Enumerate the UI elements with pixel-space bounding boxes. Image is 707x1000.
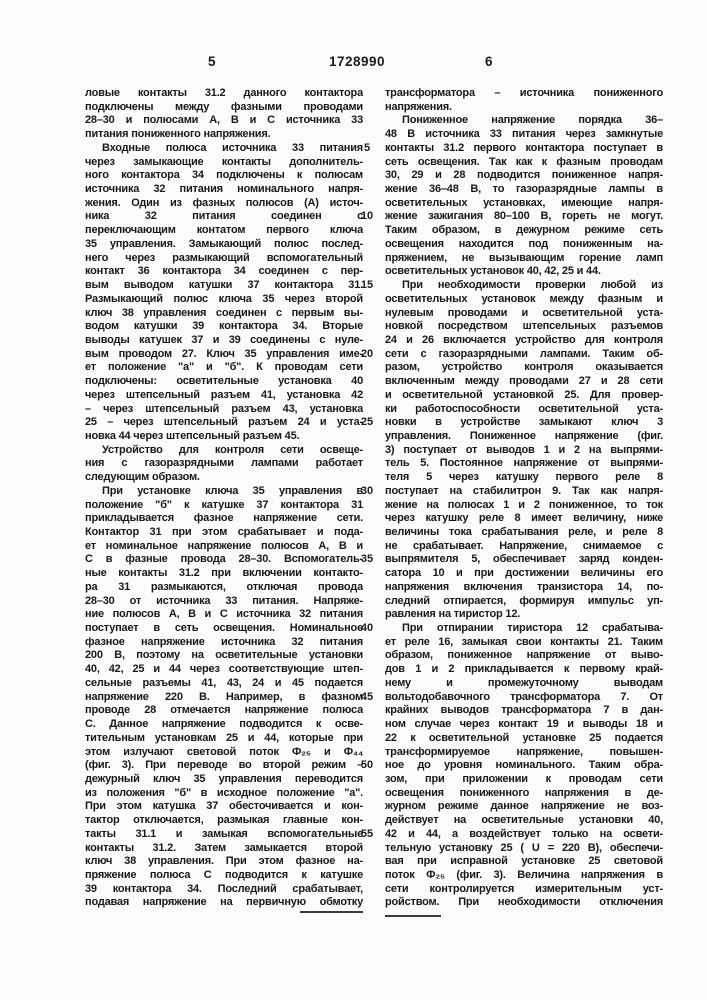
right-column-continuation-rule [385, 915, 441, 917]
text-line: осветительных установках, имеющие напря- [385, 196, 663, 209]
text-line: ет номинальное напряжение полюсов А, В и [85, 539, 363, 552]
text-line: вым выводом катушки 37 контактора 31. [85, 279, 363, 292]
text-line: 22 к осветительной установке 25 подается [385, 731, 663, 744]
text-line: Размыкающий полюс ключа 35 через второй [85, 292, 363, 305]
text-line: напряжения включения транзистора 14, по- [385, 580, 663, 593]
text-line: ключ 38 управления. При этом фазное на- [85, 855, 363, 868]
text-line: тительным установкам 25 и 44, которые при [85, 731, 363, 744]
text-line: водом катушки 39 контактора 34. Вторые [85, 320, 363, 333]
text-line: При этом катушка 37 обесточивается и кон- [85, 800, 363, 813]
text-line: и осветительной установкой 25. Для провер- [385, 388, 663, 401]
left-column-page-number: 5 [207, 54, 217, 69]
text-line: подключены: осветительные установка 40 [85, 375, 363, 388]
text-line: вая при исправной установке 25 световой [385, 855, 663, 868]
left-column-continuation-rule [300, 911, 363, 913]
text-line: 28–30 и полюсами А, В и С источника 33 [85, 114, 363, 127]
text-line: Контактор 31 при этом срабатывает и пода- [85, 526, 363, 538]
text-line: следний отпирается, формируя импульс уп- [385, 594, 663, 607]
right-text-column [385, 87, 663, 910]
gutter-line-number: 50 [360, 759, 374, 772]
gutter-line-number: 20 [360, 347, 374, 360]
text-line: через катушку реле 8 имеет величину, ниже [385, 512, 663, 525]
text-line: пряжение полюса С подводится к катушке [85, 868, 363, 881]
text-line: 25 – через штепсельный разъем 24 и уста- [85, 416, 363, 429]
text-line: ные контакты 31.2 при включении контакто- [85, 567, 363, 580]
text-line: освещения пониженного напряжения в де- [385, 786, 663, 799]
gutter-line-number: 30 [360, 484, 374, 497]
text-line: поступает на стабилитрон 9. Так как напря- [385, 484, 663, 497]
gutter-line-number: 45 [360, 690, 374, 703]
text-line: напряжения. [385, 100, 452, 113]
text-line: – через штепсельный разъем 43, установка [85, 402, 363, 415]
left-text-column [85, 87, 363, 910]
text-line: При отпирании тиристора 12 срабатыва- [402, 622, 663, 635]
text-line: освещения находится под пониженным на- [385, 237, 663, 250]
text-line: подключены между фазными проводами [85, 100, 363, 113]
text-line: новка 44 через штепсельный разъем 45. [85, 429, 300, 442]
text-line: пряжением, не вызывающим горение ламп [385, 251, 663, 264]
text-line: из положения "б" в исходное положение "а". [85, 786, 363, 799]
text-line: С. Данное напряжение подводится к осве- [85, 718, 363, 731]
text-line: 42 и 44, а воздействует только на освети- [385, 827, 663, 840]
text-line: питания пониженного напряжения. [85, 128, 271, 141]
text-line: осветительных установок между фазным и [385, 292, 663, 305]
text-line: ного контактора 34 подключены к полюсам [85, 169, 363, 182]
text-line: ет положение "а" и "б". К проводам сети [85, 361, 363, 374]
text-line: проводе 28 отмечается напряжение полюса [85, 704, 363, 717]
text-line: ном случае через контакт 19 и выводы 18 и [385, 718, 663, 731]
text-line: тактор отключается, размыкая главные кон- [85, 814, 363, 827]
text-line: (фиг. 3). При переводе во второй режим – [85, 759, 363, 772]
text-line: подавая напряжение на первичную обмотку [85, 896, 363, 909]
text-line: положение "б" к катушке 37 контактора 31 [85, 498, 363, 511]
text-line: образом, пониженное напряжение от выво- [385, 649, 663, 662]
text-line: С в фазные провода 28–30. Вспомогатель- [85, 553, 363, 566]
text-line: тельную установку 25 ( U = 220 В), обеспечи- [385, 841, 663, 854]
text-line: через штепсельный разъем 41, установка 42 [85, 388, 363, 401]
text-line: Пониженное напряжение порядка 36– [402, 114, 663, 127]
text-line: выводы катушек 37 и 39 соединены с нуле- [85, 333, 363, 346]
text-line: ное до уровня номинального. Таким обра- [385, 759, 663, 772]
text-line: равления на тиристор 12. [385, 608, 521, 621]
text-line: ет реле 16, замыкая свои контакты 21. Таким [385, 635, 663, 648]
text-line: жение зажигания 80–100 В, гореть не могут. [385, 210, 663, 223]
gutter-line-number: 10 [360, 210, 374, 223]
text-line: действует на осветительные установки 40, [385, 814, 663, 827]
text-line: теля 5 через катушку первого реле 8 [385, 471, 663, 484]
gutter-line-number: 40 [360, 622, 374, 635]
text-line: жения. Один из фазных полюсов (А) источ- [85, 196, 363, 209]
text-line: 24 и 26 включается устройство для контроля [385, 333, 663, 346]
text-line: контакты 31.2. Затем замыкается второй [85, 841, 363, 854]
text-line: напряжение 220 В. Например, в фазном [85, 690, 363, 703]
text-line: 30, 29 и 28 подводится пониженное напря- [385, 169, 663, 182]
text-line: переключающим контатом первого ключа [85, 224, 363, 237]
text-line: него через размыкающий вспомогательный [85, 251, 363, 264]
text-line: дежурный ключ 35 управления переводится [85, 772, 363, 785]
text-line: 39 контактора 34. Последний срабатывает, [85, 882, 363, 895]
text-line: ловые контакты 31.2 данного контактора [85, 87, 363, 99]
text-line: нулевым проводами и осветительной уста- [385, 306, 663, 319]
text-line: сельные разъемы 41, 43, 24 и 45 подается [85, 676, 363, 689]
text-line: дов 1 и 2 прикладывается к первому край- [385, 663, 663, 676]
text-line: При необходимости проверки любой из [402, 279, 663, 292]
text-line: не срабатывает. Напряжение, снимаемое с [385, 539, 663, 552]
text-line: 28–30 от источника 33 питания. Напряже- [85, 594, 363, 607]
text-line: жение на полюсах 1 и 2 пониженное, то ток [385, 498, 663, 511]
text-line: Таким образом, в дежурном режиме сеть [385, 224, 663, 237]
text-line: этом излучают световой поток Ф₂₅ и Ф₄₄ [85, 745, 363, 758]
text-line: 3) поступает от выводов 1 и 2 на выпрями- [385, 443, 663, 456]
text-line: Устройство для контроля сети освеще- [102, 443, 363, 456]
text-line: 40, 42, 25 и 44 через соответствующие штеп- [85, 663, 363, 676]
text-line: вольтодобавочного трансформатора 7. От [385, 690, 663, 703]
gutter-line-number: 25 [360, 416, 374, 429]
text-line: Входные полюса источника 33 питания [102, 141, 363, 154]
text-line: контакт 36 контактора 34 соединен с пер- [85, 265, 363, 278]
text-line: трансформатора – источника пониженного [385, 87, 663, 99]
text-line: 48 В источника 33 питания через замкнутые [385, 128, 663, 141]
text-line: такты 31.1 и замыкая вспомогательные [85, 827, 363, 840]
text-line: сеть освещения. Так как к фазным проводам [385, 155, 663, 168]
text-line: выпрямителя 5, обеспечивает заряд конден- [385, 553, 663, 566]
text-line: зом, при приложении к проводам сети [385, 772, 663, 785]
gutter-line-number: 35 [360, 553, 374, 566]
text-line: поступает в сеть освещения. Номинальное [85, 622, 363, 635]
text-line: поток Ф₂₅ (фиг. 3). Величина напряжения в [385, 868, 663, 881]
text-line: сети с газоразрядными лампами. Таким об- [385, 347, 663, 360]
right-column-page-number: 6 [484, 54, 494, 69]
text-line: трансформируемое напряжение, повышен- [385, 745, 663, 758]
gutter-line-number: 15 [360, 279, 374, 292]
text-line: сети контролируется измерительным уст- [385, 882, 663, 895]
text-line: ника 32 питания соединен с [85, 210, 363, 223]
text-line: ра 31 размыкаются, отключая провода [85, 580, 363, 593]
text-line: новки в устройстве замыкают ключ 3 [385, 416, 663, 429]
text-line: следующим образом. [85, 471, 200, 484]
text-line: нему и промежуточному выводам [385, 676, 663, 689]
text-line: прикладывается фазное напряжение сети. [85, 512, 363, 525]
text-line: через замыкающие контакты дополнитель- [85, 155, 363, 168]
text-line: разом, устройство контроля оказывается [385, 361, 663, 374]
text-line: ние полюсов А, В и С источника 32 питания [85, 608, 363, 621]
text-line: величины тока срабатывания реле, и реле 8 [385, 526, 663, 538]
text-line: осветительных установок 40, 42, 25 и 44. [385, 265, 601, 278]
text-line: жение 36–48 В, то газоразрядные лампы в [385, 183, 663, 196]
text-line: тель 5. Постоянное напряжение от выпрями- [385, 457, 663, 470]
gutter-line-number: 55 [360, 827, 374, 840]
text-line: сатора 10 и при достижении величины его [385, 567, 663, 580]
text-line: новкой посредством штепсельных разъемов [385, 320, 663, 333]
gutter-line-number: 5 [363, 141, 371, 154]
text-line: журном режиме данное напряжение не воз- [385, 800, 663, 813]
text-line: вым проводом 27. Ключ 35 управления име- [85, 347, 363, 360]
text-line: 35 управления. Замыкающий полюс послед- [85, 237, 363, 250]
text-line: ки работоспособности осветительной уста- [385, 402, 663, 415]
patent-number: 1728990 [328, 54, 386, 69]
text-line: ния с газоразрядными лампами работает [85, 457, 363, 470]
text-line: контакты 31.2 первого контактора поступает в [385, 141, 663, 154]
text-line: ключ 38 управления соединен с первым вы- [85, 306, 363, 319]
text-line: крайних выводов трансформатора 7 в дан- [385, 704, 663, 717]
text-line: источника 32 питания номинального напря- [85, 183, 363, 196]
text-line: ройством. При необходимости отключения [385, 896, 663, 909]
text-line: фазное напряжение источника 32 питания [85, 635, 363, 648]
text-line: При установке ключа 35 управления в [102, 484, 363, 497]
text-line: управления. Пониженное напряжение (фиг. [385, 429, 663, 442]
text-line: 200 В, поэтому на осветительные установки [85, 649, 363, 662]
text-line: включенным между проводами 27 и 28 сети [385, 375, 663, 388]
